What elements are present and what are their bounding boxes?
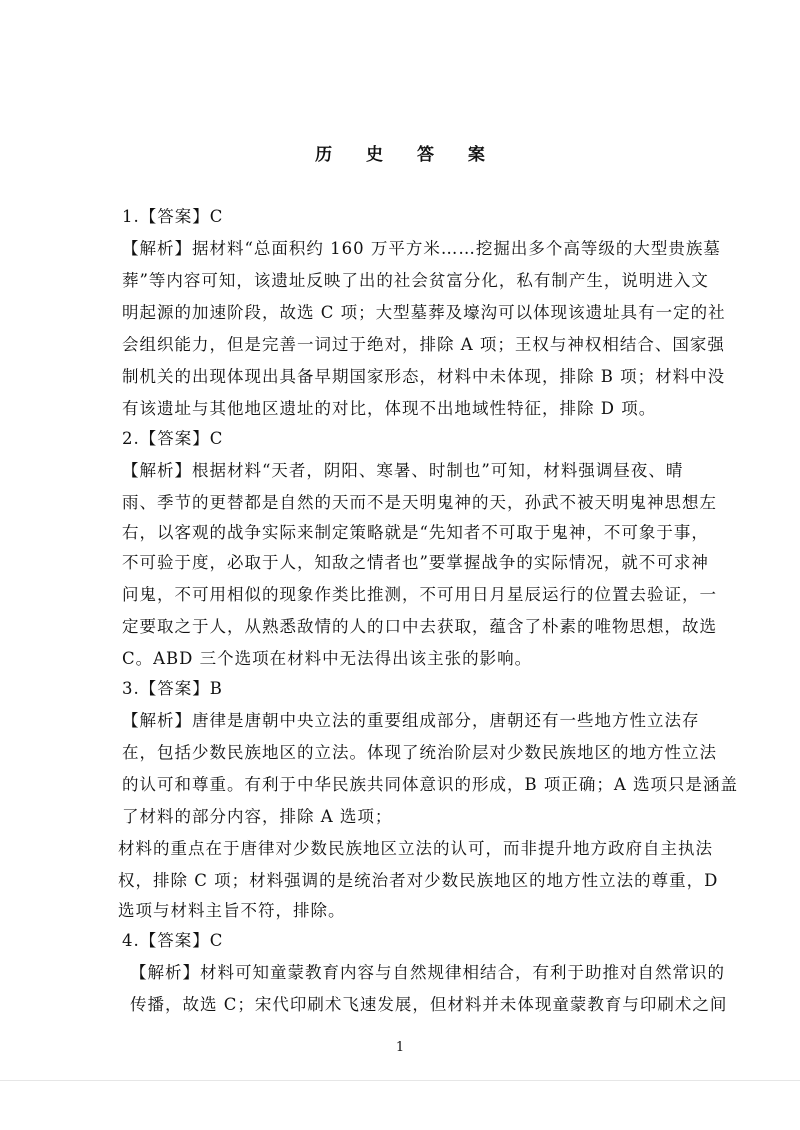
analysis-line: 【解析】材料可知童蒙教育内容与自然规律相结合，有利于助推对自然常识的 (130, 963, 725, 982)
analysis-line: 问鬼，不可用相似的现象作类比推测，不可用日月星辰运行的位置去验证，一 (122, 585, 717, 604)
page-number: 1 (395, 1040, 405, 1055)
answer-heading-1: 1.【答案】C (122, 207, 224, 226)
analysis-line: 有该遗址与其他地区遗址的对比，体现不出地域性特征，排除 D 项。 (122, 399, 657, 418)
analysis-line: C。ABD 三个选项在材料中无法得出该主张的影响。 (122, 649, 533, 668)
analysis-line: 选项与材料主旨不符，排除。 (118, 901, 346, 920)
analysis-line: 传播，故选 C；宋代印刷术飞速发展，但材料并未体现童蒙教育与印刷术之间 (130, 995, 728, 1014)
analysis-line: 在，包括少数民族地区的立法。体现了统治阶层对少数民族地区的地方性立法 (122, 743, 717, 762)
answer-heading-3: 3.【答案】B (122, 679, 223, 698)
analysis-line: 【解析】根据材料“天者，阴阳、寒暑、时制也”可知，材料强调昼夜、晴 (122, 461, 684, 480)
analysis-line: 【解析】据材料“总面积约 160 万平方米……挖掘出多个高等级的大型贵族墓 (122, 239, 721, 258)
analysis-line: 的认可和尊重。有利于中华民族共同体意识的形成，B 项正确；A 选项只是涵盖 (122, 775, 739, 794)
page-title: 历 史 答 案 (315, 145, 499, 165)
analysis-line: 材料的重点在于唐律对少数民族地区立法的认可，而非提升地方政府自主执法 (118, 839, 713, 858)
analysis-line: 右，以客观的战争实际来制定策略就是“先知者不可取于鬼神，不可象于事， (122, 523, 709, 542)
below-page-area (0, 1081, 800, 1130)
analysis-line: 定要取之于人，从熟悉敌情的人的口中去获取，蕴含了朴素的唯物思想，故选 (122, 617, 717, 636)
analysis-line: 不可验于度，必取于人，知敌之情者也”要掌握战争的实际情况，就不可求神 (122, 553, 709, 572)
answer-heading-4: 4.【答案】C (122, 931, 224, 950)
analysis-line: 【解析】唐律是唐朝中央立法的重要组成部分，唐朝还有一些地方性立法存 (122, 711, 700, 730)
analysis-line: 明起源的加速阶段，故选 C 项；大型墓葬及壕沟可以体现该遗址具有一定的社 (122, 303, 726, 322)
analysis-line: 葬”等内容可知，该遗址反映了出的社会贫富分化，私有制产生，说明进入文 (122, 271, 709, 290)
answer-heading-2: 2.【答案】C (122, 429, 224, 448)
analysis-line: 制机关的出现体现出具备早期国家形态，材料中未体现，排除 B 项；材料中没 (122, 367, 726, 386)
analysis-line: 权，排除 C 项；材料强调的是统治者对少数民族地区的地方性立法的尊重，D (118, 871, 719, 890)
analysis-line: 雨、季节的更替都是自然的天而不是天明鬼神的天，孙武不被天明鬼神思想左 (122, 493, 717, 512)
analysis-line: 了材料的部分内容，排除 A 选项； (122, 807, 393, 826)
analysis-line: 会组织能力，但是完善一词过于绝对，排除 A 项；王权与神权相结合、国家强 (122, 335, 725, 354)
